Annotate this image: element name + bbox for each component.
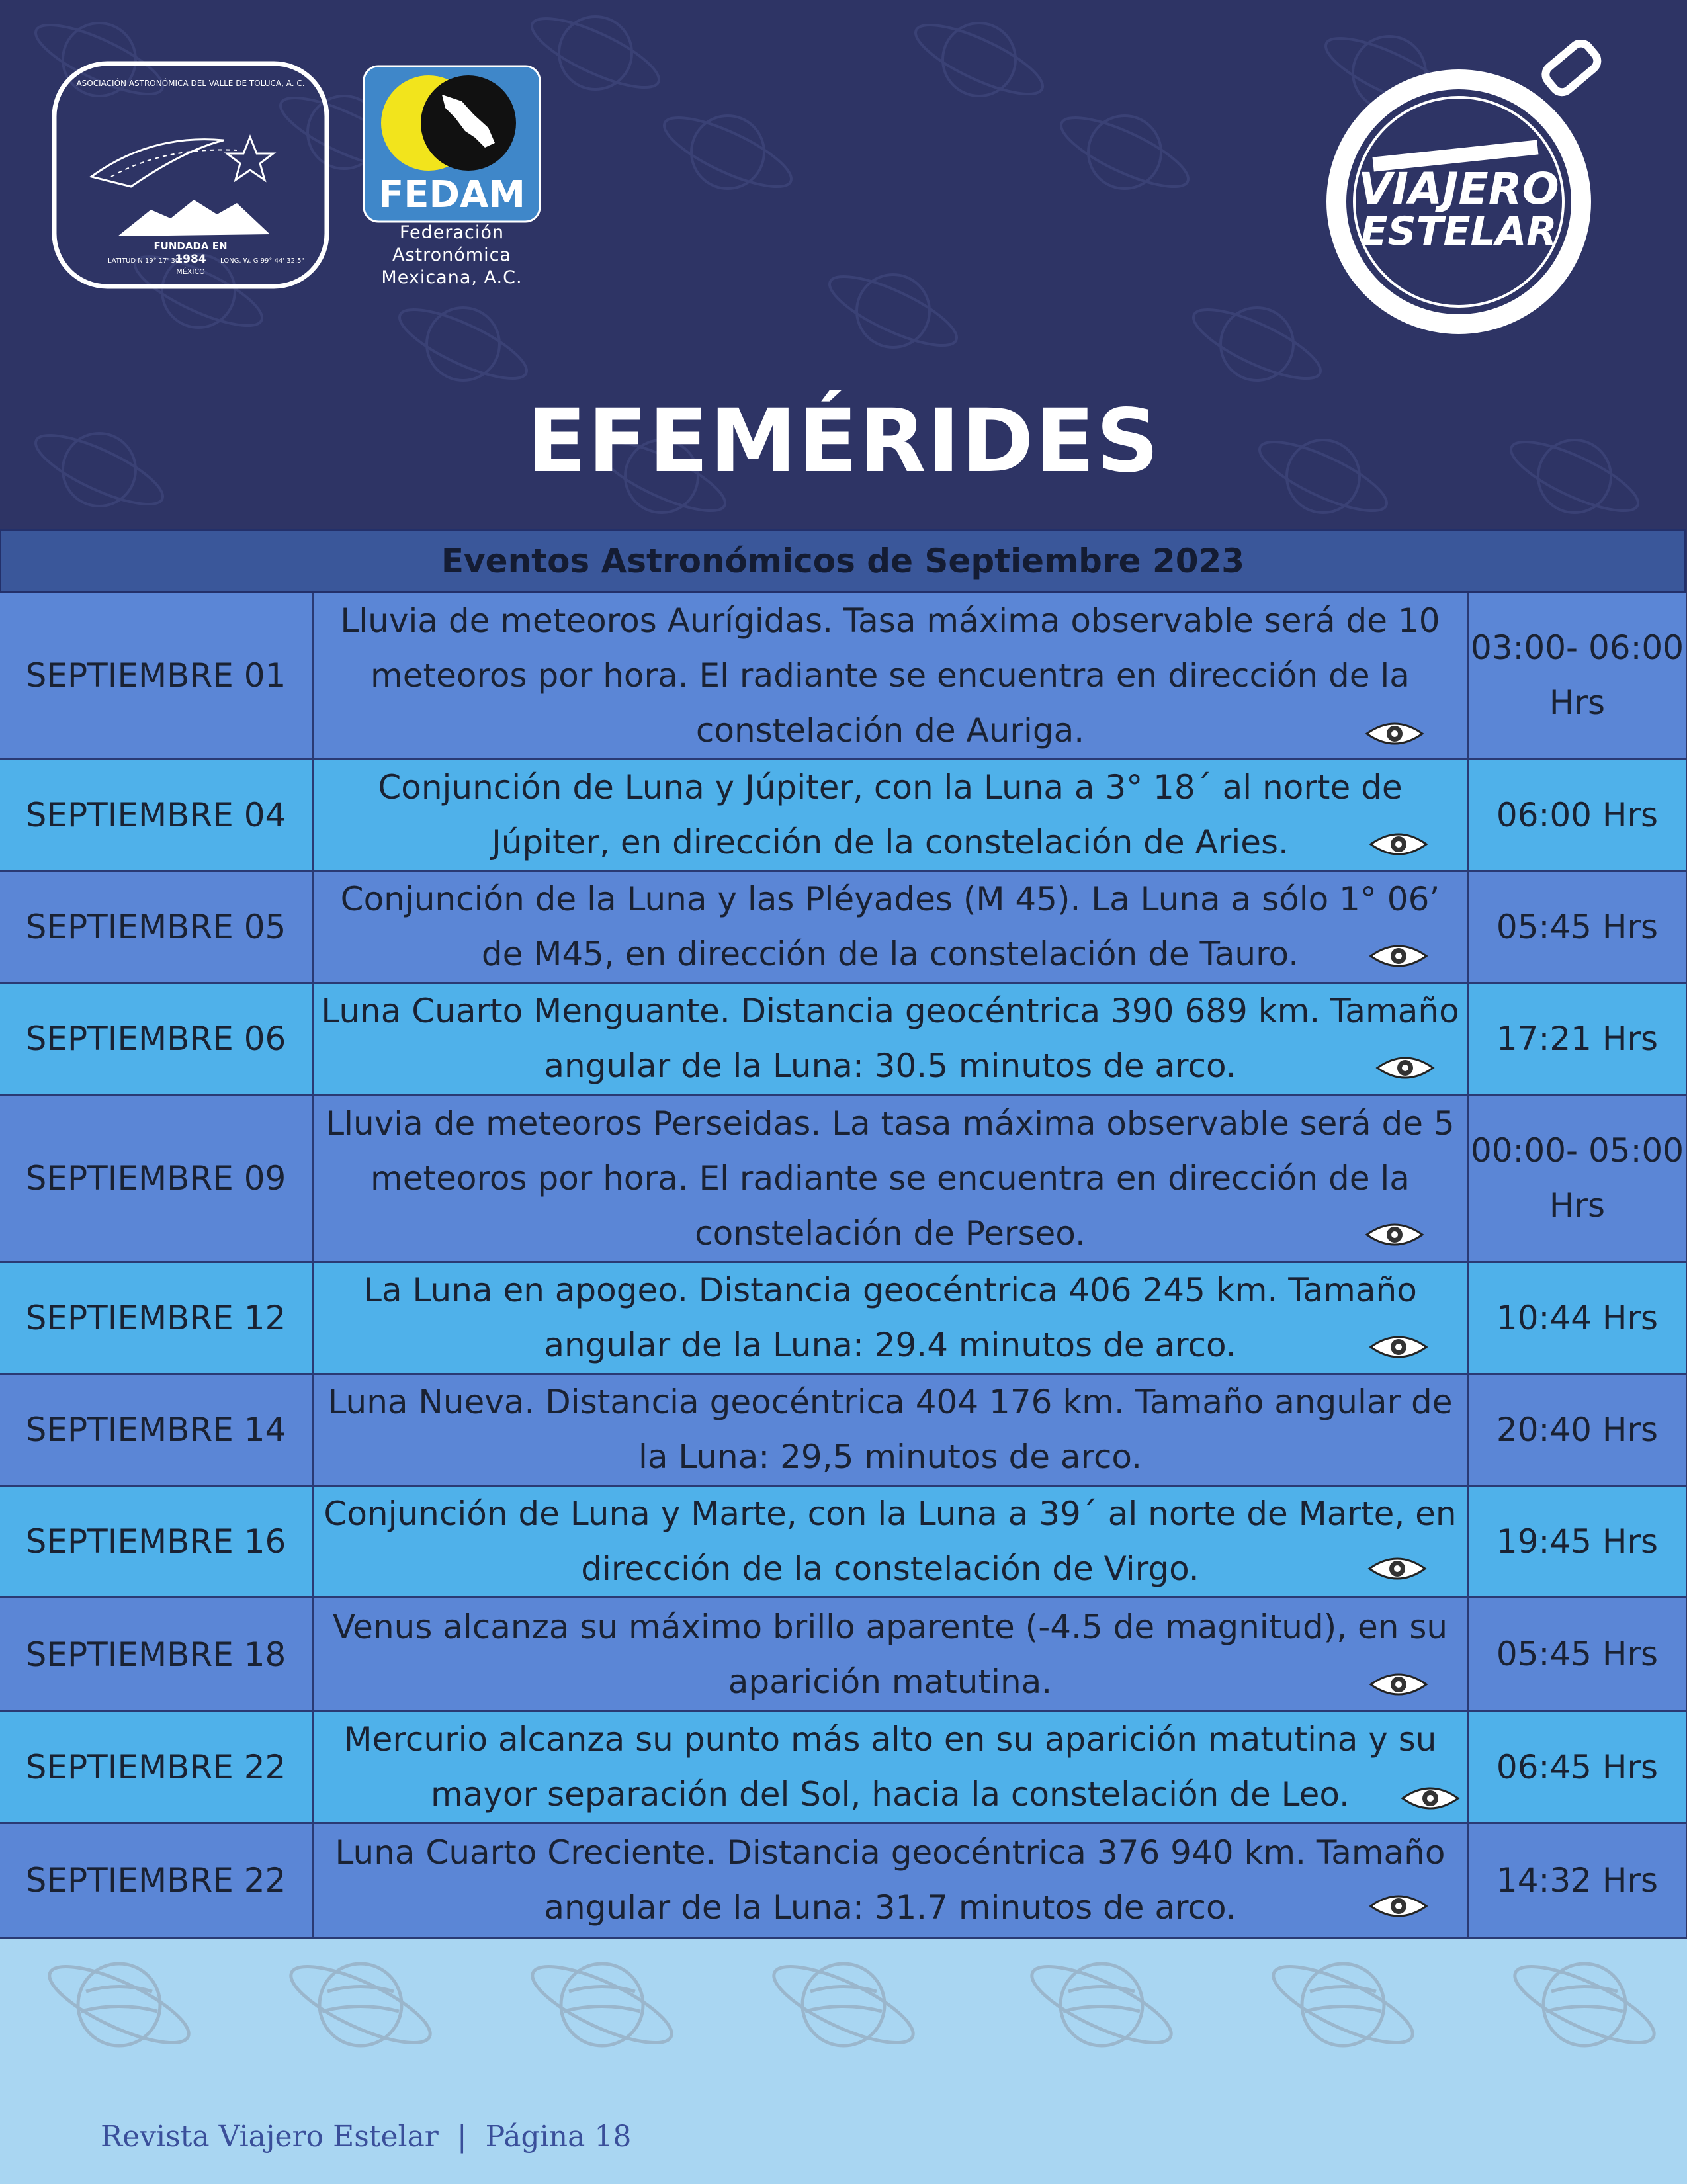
table-row bbox=[0, 1375, 1686, 1487]
event-description: Luna Cuarto Menguante. Distancia geocéntrica 390 689 km. Tamaño angular de la Luna: 30.5 minutos de arco. bbox=[314, 984, 1469, 1094]
fedam-caption-line: Federación bbox=[399, 222, 505, 243]
event-description: Venus alcanza su máximo brillo aparente (-4.5 de magnitud), en su aparición matutina. bbox=[314, 1598, 1469, 1710]
header bbox=[0, 0, 1687, 529]
event-description: Luna Nueva. Distancia geocéntrica 404 176 km. Tamaño angular de la Luna: 29,5 minutos de arco. bbox=[314, 1375, 1469, 1485]
fedam-label: FEDAM bbox=[378, 173, 526, 216]
avt-longitude-text: LONG. W. G 99° 44' 32.5" bbox=[220, 257, 305, 265]
footer-magazine-name: Revista Viajero Estelar bbox=[101, 2120, 439, 2154]
event-date: SEPTIEMBRE 18 bbox=[0, 1598, 314, 1710]
table-row bbox=[0, 872, 1686, 984]
event-time: 20:40 Hrs bbox=[1496, 1410, 1659, 1449]
eye-icon bbox=[1400, 1782, 1461, 1814]
fedam-caption bbox=[349, 222, 554, 289]
eye-icon bbox=[1364, 718, 1425, 750]
event-description: Conjunción de la Luna y las Pléyades (M 45). La Luna a sólo 1° 06’ de M45, en dirección de la constelación de Tauro. bbox=[314, 872, 1469, 982]
event-time: 17:21 Hrs bbox=[1496, 1019, 1659, 1058]
avt-logo bbox=[52, 61, 329, 289]
fedam-caption-line: Astronómica bbox=[392, 245, 511, 265]
event-description: Lluvia de meteoros Perseidas. La tasa máxima observable será de 5 meteoros por hora. El radiante se encuentra en dirección de la constelación de Perseo. bbox=[314, 1096, 1469, 1261]
event-time: 10:44 Hrs bbox=[1496, 1298, 1659, 1337]
eye-icon bbox=[1368, 1669, 1429, 1700]
event-description: Lluvia de meteoros Aurígidas. Tasa máxima observable será de 10 meteoros por hora. El radiante se encuentra en dirección de la constelación de Auriga. bbox=[314, 593, 1469, 758]
event-description: Luna Cuarto Creciente. Distancia geocéntrica 376 940 km. Tamaño angular de la Luna: 31.7 minutos de arco. bbox=[314, 1824, 1469, 1937]
avt-latitude-text: LATITUD N 19° 17' 30" bbox=[108, 257, 183, 265]
table-row bbox=[0, 1598, 1686, 1712]
event-time: 03:00- 06:00 Hrs bbox=[1470, 629, 1684, 722]
eye-icon bbox=[1364, 1219, 1425, 1250]
eye-icon bbox=[1368, 828, 1429, 860]
table-title: Eventos Astronómicos de Septiembre 2023 bbox=[0, 529, 1686, 593]
eye-icon bbox=[1375, 1052, 1436, 1084]
table-row bbox=[0, 1487, 1686, 1598]
event-time: 05:45 Hrs bbox=[1496, 907, 1659, 946]
event-description: Conjunción de Luna y Marte, con la Luna a 39´ al norte de Marte, en dirección de la constelación de Virgo. bbox=[314, 1487, 1469, 1596]
event-time: 06:00 Hrs bbox=[1496, 795, 1659, 834]
eye-icon bbox=[1368, 1890, 1429, 1922]
event-date: SEPTIEMBRE 04 bbox=[0, 760, 314, 870]
event-date: SEPTIEMBRE 01 bbox=[0, 593, 314, 758]
footer-separator: | bbox=[456, 2120, 467, 2154]
avt-country-text: MÉXICO bbox=[176, 267, 205, 276]
table-row bbox=[0, 984, 1686, 1096]
event-time: 14:32 Hrs bbox=[1496, 1860, 1659, 1900]
table-row bbox=[0, 1712, 1686, 1824]
event-date: SEPTIEMBRE 16 bbox=[0, 1487, 314, 1596]
table-row bbox=[0, 1096, 1686, 1263]
event-time: 05:45 Hrs bbox=[1496, 1635, 1659, 1673]
table-row bbox=[0, 1263, 1686, 1375]
ve-logo-line2: ESTELAR bbox=[1360, 208, 1557, 255]
event-time: 19:45 Hrs bbox=[1496, 1522, 1659, 1561]
event-date: SEPTIEMBRE 22 bbox=[0, 1712, 314, 1822]
avt-founded-text: FUNDADA EN bbox=[153, 240, 228, 252]
footer-page-number: Página 18 bbox=[485, 2120, 632, 2154]
page-title: EFEMÉRIDES bbox=[527, 390, 1160, 492]
fedam-caption-line: Mexicana, A.C. bbox=[381, 267, 523, 288]
event-description: Conjunción de Luna y Júpiter, con la Luna a 3° 18´ al norte de Júpiter, en dirección de la constelación de Aries. bbox=[314, 760, 1469, 870]
event-date: SEPTIEMBRE 14 bbox=[0, 1375, 314, 1485]
eye-icon bbox=[1367, 1553, 1428, 1585]
eye-icon bbox=[1368, 940, 1429, 972]
event-date: SEPTIEMBRE 12 bbox=[0, 1263, 314, 1373]
event-date: SEPTIEMBRE 06 bbox=[0, 984, 314, 1094]
event-date: SEPTIEMBRE 22 bbox=[0, 1824, 314, 1937]
table-row bbox=[0, 1824, 1686, 1939]
table-row bbox=[0, 760, 1686, 872]
event-time: 00:00- 05:00 Hrs bbox=[1470, 1131, 1684, 1225]
event-description: La Luna en apogeo. Distancia geocéntrica 406 245 km. Tamaño angular de la Luna: 29.4 minutos de arco. bbox=[314, 1263, 1469, 1373]
table-row bbox=[0, 593, 1686, 760]
events-table bbox=[0, 529, 1687, 1939]
footer-page-info bbox=[101, 2120, 631, 2154]
avt-name-text: ASOCIACIÓN ASTRONÓMICA DEL VALLE DE TOLUCA, A. C. bbox=[76, 79, 305, 88]
event-date: SEPTIEMBRE 09 bbox=[0, 1096, 314, 1261]
eye-icon bbox=[1368, 1331, 1429, 1363]
event-description: Mercurio alcanza su punto más alto en su aparición matutina y su mayor separación del Sol, hacia la constelación de Leo. bbox=[314, 1712, 1469, 1822]
event-date: SEPTIEMBRE 05 bbox=[0, 872, 314, 982]
avt-year-text: 1984 bbox=[175, 253, 206, 266]
viajero-estelar-logo bbox=[1320, 40, 1624, 337]
event-time: 06:45 Hrs bbox=[1496, 1747, 1659, 1786]
ve-logo-line1: VIAJERO bbox=[1358, 163, 1559, 214]
